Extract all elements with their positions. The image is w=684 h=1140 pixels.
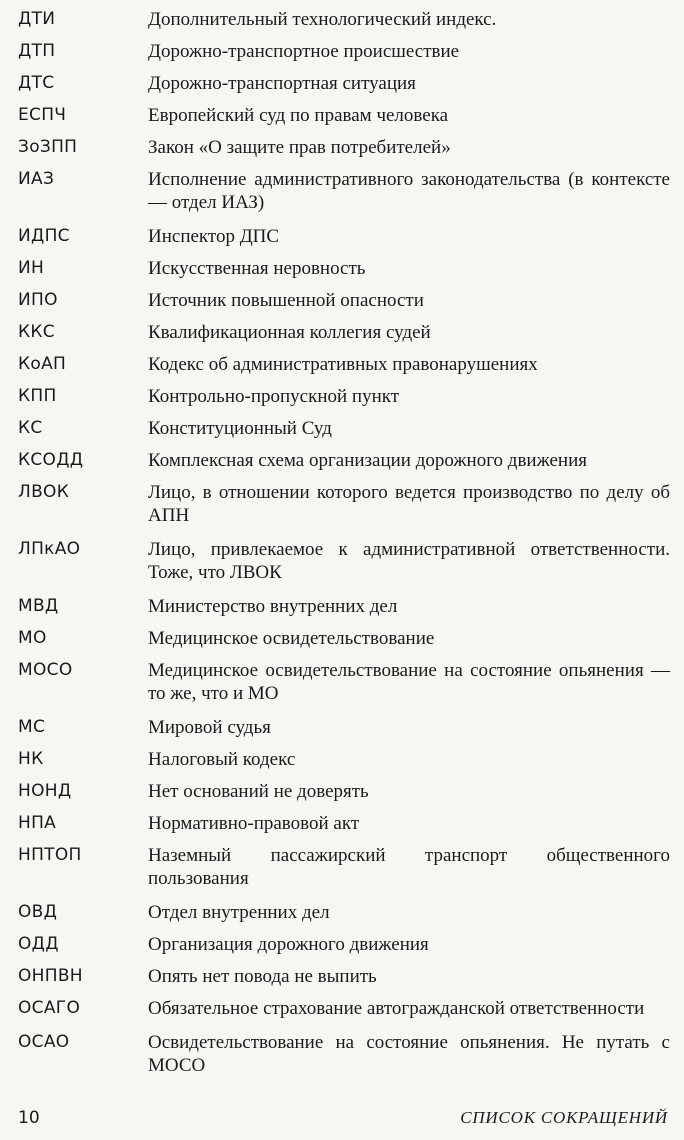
abbreviation-entry [18, 257, 670, 280]
abbreviation-entry [18, 8, 670, 31]
abbreviation-term: ИН [18, 258, 45, 278]
abbreviation-term: ИАЗ [18, 169, 55, 189]
abbreviation-term: НПА [18, 813, 57, 833]
abbreviation-entry [18, 659, 670, 705]
abbreviation-definition: Медицинское освидетельствование на состояние опьянения — то же, что и МО [148, 660, 670, 704]
abbreviation-entry [18, 933, 670, 956]
abbreviation-term: МС [18, 717, 46, 737]
abbreviation-entry [18, 449, 670, 472]
abbreviation-entry [18, 595, 670, 618]
abbreviation-definition: Инспектор ДПС [148, 226, 280, 247]
abbreviation-definition: Лицо, привлекаемое к административной ответственности. Тоже, что ЛВОК [148, 539, 670, 583]
abbreviation-definition: Искусственная неровность [148, 258, 366, 279]
abbreviation-term: ОСАГО [18, 998, 81, 1018]
abbreviation-term: ИПО [18, 290, 58, 310]
abbreviation-definition: Лицо, в отношении которого ведется производство по делу об АПН [148, 482, 670, 526]
abbreviation-entry [18, 104, 670, 127]
abbreviation-definition: Дорожно-транспортная ситуация [148, 73, 416, 94]
abbreviation-entry [18, 844, 670, 890]
abbreviation-term: ОВД [18, 902, 58, 922]
abbreviation-definition: Исполнение административного законодательства (в контексте — отдел ИАЗ) [148, 169, 670, 213]
abbreviation-entry [18, 780, 670, 803]
abbreviation-entry [18, 965, 670, 988]
abbreviation-term: НПТОП [18, 845, 82, 865]
abbreviation-term: ЛПкАО [18, 539, 81, 559]
abbreviation-entry [18, 812, 670, 835]
abbreviation-term: ДТП [18, 41, 56, 61]
abbreviation-definition: Закон «О защите прав потребителей» [148, 137, 451, 158]
abbreviation-definition: Дорожно-транспортное происшествие [148, 41, 460, 62]
abbreviation-term: НК [18, 749, 44, 769]
abbreviation-definition: Нормативно-правовой акт [148, 813, 360, 834]
abbreviation-definition: Обязательное страхование автогражданской ответственности [148, 998, 645, 1019]
abbreviation-definition: Медицинское освидетельствование [148, 628, 435, 649]
abbreviation-term: МВД [18, 596, 59, 616]
abbreviation-term: КС [18, 418, 43, 438]
abbreviation-definition: Наземный пассажирский транспорт общественного пользования [148, 845, 670, 889]
abbreviation-entry [18, 997, 670, 1020]
abbreviation-term: КПП [18, 386, 57, 406]
abbreviation-definition: Освидетельствование на состояние опьянения. Не путать с МОСО [148, 1032, 670, 1076]
abbreviation-entry [18, 289, 670, 312]
abbreviation-definition: Дополнительный технологический индекс. [148, 9, 497, 30]
abbreviation-definition: Налоговый кодекс [148, 749, 296, 770]
abbreviation-entry [18, 136, 670, 159]
abbreviation-entry [18, 417, 670, 440]
abbreviation-term: ОДД [18, 934, 59, 954]
abbreviation-entry [18, 353, 670, 376]
abbreviation-definition: Конституционный Суд [148, 418, 332, 439]
abbreviation-definition: Мировой судья [148, 717, 271, 738]
abbreviation-entry [18, 40, 670, 63]
abbreviation-list [18, 8, 670, 1088]
abbreviation-entry [18, 225, 670, 248]
abbreviation-term: НОНД [18, 781, 72, 801]
abbreviation-entry [18, 72, 670, 95]
abbreviation-entry [18, 538, 670, 584]
abbreviation-definition: Комплексная схема организации дорожного движения [148, 450, 587, 471]
abbreviation-entry [18, 321, 670, 344]
abbreviation-term: ДТИ [18, 9, 56, 29]
running-title: СПИСОК СОКРАЩЕНИЙ [460, 1108, 668, 1127]
abbreviation-entry [18, 627, 670, 650]
abbreviation-entry [18, 748, 670, 771]
abbreviation-definition: Министерство внутренних дел [148, 596, 398, 617]
abbreviation-definition: Источник повышенной опасности [148, 290, 424, 311]
abbreviation-term: ОНПВН [18, 966, 83, 986]
abbreviation-definition: Опять нет повода не выпить [148, 966, 377, 987]
abbreviation-term: ИДПС [18, 226, 70, 246]
abbreviation-term: ОСАО [18, 1032, 70, 1052]
abbreviation-term: ЗоЗПП [18, 137, 78, 157]
abbreviation-definition: Организация дорожного движения [148, 934, 429, 955]
abbreviation-term: КоАП [18, 354, 67, 374]
abbreviation-term: ККС [18, 322, 55, 342]
page-number: 10 [18, 1108, 40, 1128]
abbreviation-definition: Квалификационная коллегия судей [148, 322, 431, 343]
abbreviation-term: ЕСПЧ [18, 105, 67, 125]
abbreviation-definition: Кодекс об административных правонарушениях [148, 354, 538, 375]
abbreviation-entry [18, 1031, 670, 1077]
abbreviation-entry [18, 168, 670, 214]
abbreviation-term: МОСО [18, 660, 73, 680]
abbreviation-entry [18, 481, 670, 527]
abbreviation-term: ДТС [18, 73, 55, 93]
abbreviation-term: МО [18, 628, 47, 648]
abbreviation-term: ЛВОК [18, 482, 70, 502]
abbreviation-entry [18, 385, 670, 408]
abbreviation-entry [18, 901, 670, 924]
abbreviation-term: КСОДД [18, 450, 84, 470]
page-footer [18, 1108, 668, 1128]
abbreviation-definition: Европейский суд по правам человека [148, 105, 449, 126]
abbreviation-definition: Нет оснований не доверять [148, 781, 369, 802]
abbreviation-definition: Контрольно-пропускной пункт [148, 386, 400, 407]
abbreviation-definition: Отдел внутренних дел [148, 902, 330, 923]
abbreviation-entry [18, 716, 670, 739]
